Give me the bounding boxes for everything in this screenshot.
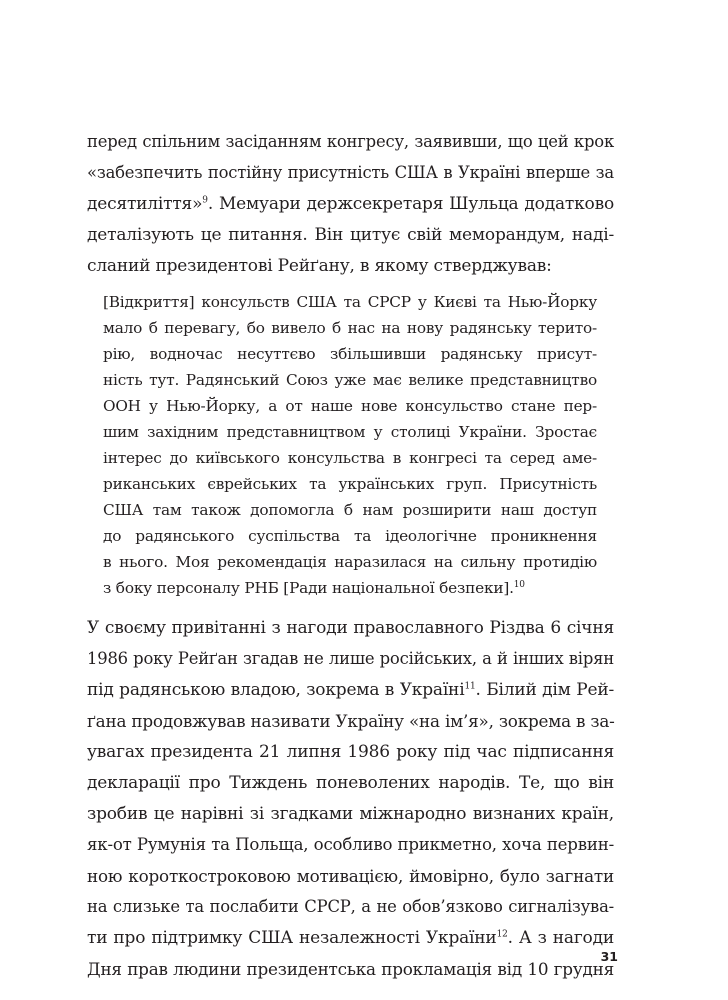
text-line: перед спільним засіданням конгресу, заявивши, що цей крок bbox=[87, 132, 614, 151]
quote-line: в нього. Моя рекомендація наразилася на сильну протидію bbox=[103, 553, 597, 571]
text-line: сланий президентові Рейґану, в якому стверджував: bbox=[87, 256, 552, 276]
text-line: У своєму привітанні з нагоди православного Різдва 6 січня bbox=[87, 618, 614, 638]
quote-line: шим західним представництвом у столиці України. Зростає bbox=[103, 423, 597, 441]
text-line: Дня прав людини президентська прокламація від 10 грудня bbox=[87, 959, 614, 979]
quote-line: з боку персоналу РНБ [Ради національної безпеки].$^{10}$ bbox=[103, 579, 525, 597]
text-line: ґана продовжував називати Україну «на ім’я», зокрема в за- bbox=[87, 711, 615, 731]
text-line: на слизьке та послабити СРСР, а не обов’язково сигналізува- bbox=[87, 897, 614, 916]
text-line: увагах президента 21 липня 1986 року під час підписання bbox=[87, 742, 614, 762]
quote-line: ООН у Нью-Йорку, а от наше нове консульство стане пер- bbox=[103, 397, 597, 415]
text-line: ною короткостроковою мотивацією, ймовірно, було загнати bbox=[87, 866, 614, 886]
quote-line: рію, водночас несуттєво збільшивши радянську присут- bbox=[103, 345, 597, 363]
quote-line: інтерес до київського консульства в конгресі та серед аме- bbox=[103, 449, 597, 467]
page-number: 31 bbox=[600, 949, 618, 964]
quote-line: [Відкриття] консульств США та СРСР у Києві та Нью-Йорку bbox=[103, 293, 597, 311]
quote-line: ність тут. Радянський Союз уже має велике представництво bbox=[103, 371, 597, 389]
text-line: 1986 року Рейґан згадав не лише російських, а й інших вірян bbox=[87, 649, 614, 668]
quote-line: США там також допомогла б нам розширити наш доступ bbox=[103, 501, 597, 519]
footnote-ref: 9 bbox=[202, 195, 208, 206]
footnote-ref: 12 bbox=[496, 929, 508, 940]
text-line: «забезпечить постійну присутність США в Україні вперше за bbox=[87, 163, 614, 182]
text-line: десятиліття»$^9$. Мемуари держсекретаря Шульца додатково bbox=[87, 194, 614, 214]
text-line: як-от Румунія та Польща, особливо прикметно, хоча первин- bbox=[87, 835, 614, 854]
text-line: ти про підтримку США незалежності України$^{12}$. А з нагоди bbox=[87, 928, 614, 948]
text-line: декларації про Тиждень поневолених народів. Те, що він bbox=[87, 773, 614, 793]
quote-line: риканських єврейських та українських груп. Присутність bbox=[103, 475, 597, 493]
footnote-ref: 11 bbox=[464, 681, 476, 692]
quote-line: мало б перевагу, бо вивело б нас на нову радянську терито- bbox=[103, 319, 597, 337]
footnote-ref: 10 bbox=[513, 579, 525, 590]
text-line: зробив це нарівні зі згадками міжнародно визнаних країн, bbox=[87, 804, 614, 824]
text-line: деталізують це питання. Він цитує свій меморандум, надi- bbox=[87, 225, 614, 245]
text-line: під радянською владою, зокрема в Україні$^{11}$. Білий дім Рей- bbox=[87, 680, 614, 700]
quote-line: до радянського суспільства та ідеологічне проникнення bbox=[103, 527, 597, 545]
